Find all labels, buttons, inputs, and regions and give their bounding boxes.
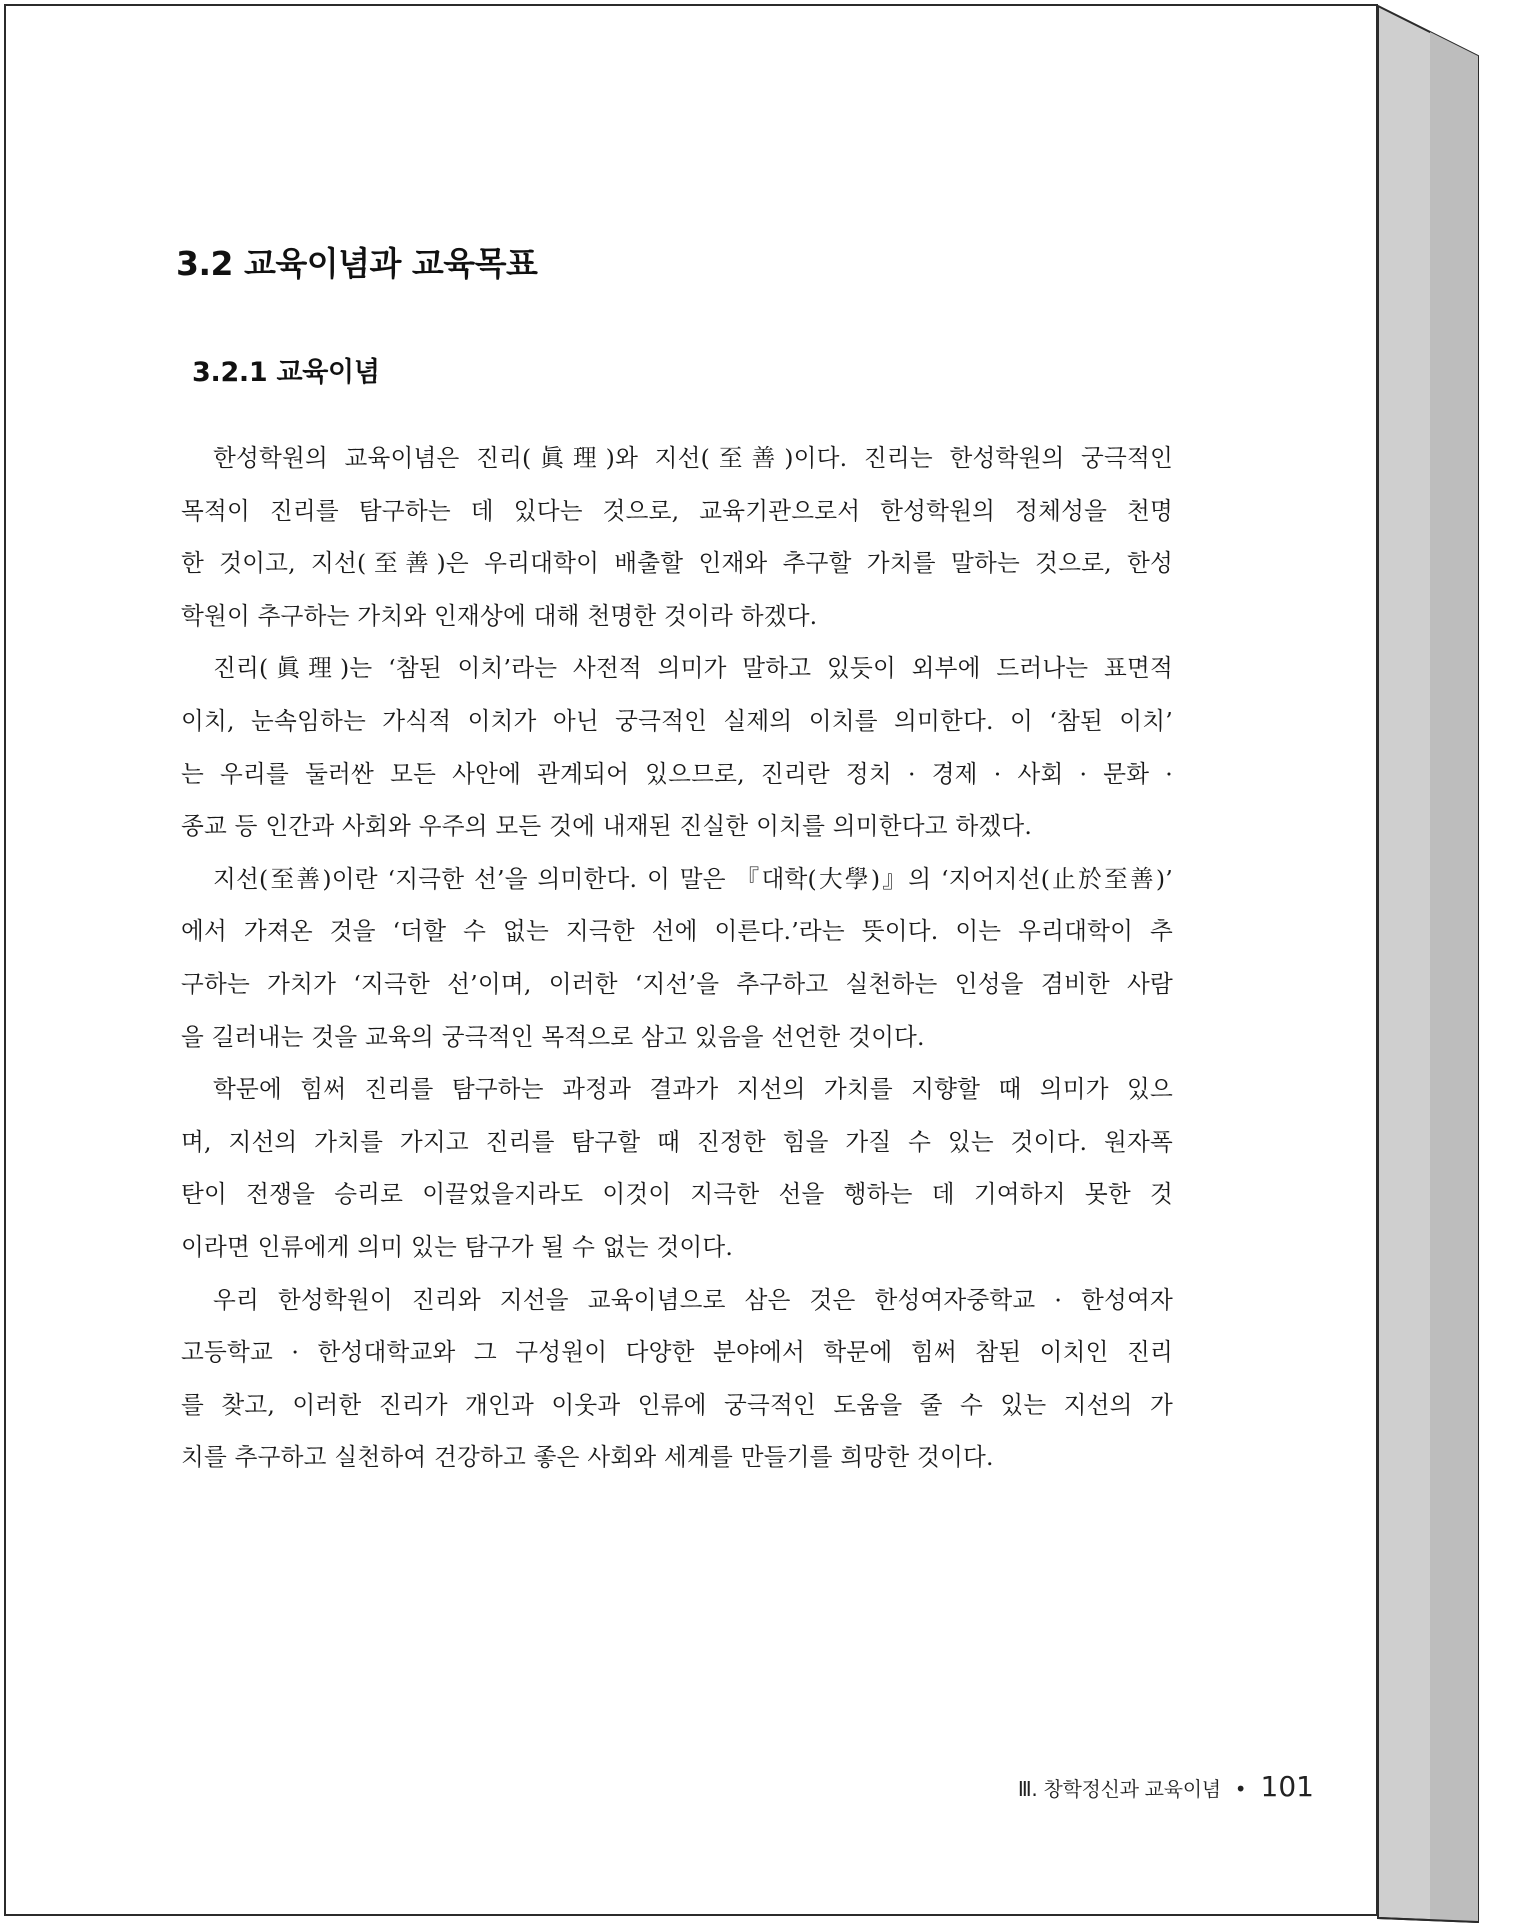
text-line: 는 우리를 둘러싼 모든 사안에 관계되어 있으므로, 진리란 정치 · 경제 · 사회 · 문화 · xyxy=(181,759,1173,788)
text-line: 치를 추구하고 실천하여 건강하고 좋은 사회와 세계를 만들기를 희망한 것이다. xyxy=(181,1443,994,1472)
paragraph-1 xyxy=(181,432,1173,642)
page-footer xyxy=(1018,1770,1314,1803)
text-line: 이라면 인류에게 의미 있는 탐구가 될 수 없는 것이다. xyxy=(181,1232,734,1261)
text-line: 학문에 힘써 진리를 탐구하는 과정과 결과가 지선의 가치를 지향할 때 의미가 있으 xyxy=(213,1075,1173,1104)
text-line: 탄이 전쟁을 승리로 이끌었을지라도 이것이 지극한 선을 행하는 데 기여하지 못한 것 xyxy=(181,1180,1173,1209)
page-number: 101 xyxy=(1260,1770,1314,1803)
text-line: 를 찾고, 이러한 진리가 개인과 이웃과 인류에 궁극적인 도움을 줄 수 있는 지선의 가 xyxy=(181,1390,1173,1419)
text-line: 종교 등 인간과 사회와 우주의 모든 것에 내재된 진실한 이치를 의미한다고 하겠다. xyxy=(181,812,1033,841)
text-line: 한 것이고, 지선(至善)은 우리대학이 배출할 인재와 추구할 가치를 말하는 것으로, 한성 xyxy=(181,549,1173,578)
book-side-shadow xyxy=(1430,32,1478,1922)
paragraph-3 xyxy=(181,853,1173,1063)
text-line: 진리(眞理)는 ‘참된 이치’라는 사전적 의미가 말하고 있듯이 외부에 드러나는 표면적 xyxy=(213,654,1173,683)
text-line: 에서 가져온 것을 ‘더할 수 없는 지극한 선에 이른다.’라는 뜻이다. 이는 우리대학이 추 xyxy=(181,917,1173,946)
text-line: 을 길러내는 것을 교육의 궁극적인 목적으로 삼고 있음을 선언한 것이다. xyxy=(181,1022,925,1051)
text-line: 한성학원의 교육이념은 진리(眞理)와 지선(至善)이다. 진리는 한성학원의 궁극적인 xyxy=(213,444,1173,472)
text-line: 우리 한성학원이 진리와 지선을 교육이념으로 삼은 것은 한성여자중학교 · 한성여자 xyxy=(213,1285,1173,1314)
text-line: 학원이 추구하는 가치와 인재상에 대해 천명한 것이라 하겠다. xyxy=(181,601,818,630)
section-title: 3.2 교육이념과 교육목표 xyxy=(176,244,538,283)
footer-chapter-title: Ⅲ. 창학정신과 교육이념 xyxy=(1017,1777,1221,1801)
footer-bullet: • xyxy=(1234,1777,1247,1801)
text-line: 구하는 가치가 ‘지극한 선’이며, 이러한 ‘지선’을 추구하고 실천하는 인성을 겸비한 사람 xyxy=(181,969,1173,998)
text-line: 목적이 진리를 탐구하는 데 있다는 것으로, 교육기관으로서 한성학원의 정체성을 천명 xyxy=(181,496,1173,525)
paragraph-5 xyxy=(181,1274,1173,1484)
text-line: 이치, 눈속임하는 가식적 이치가 아닌 궁극적인 실제의 이치를 의미한다. 이 ‘참된 이치’ xyxy=(181,706,1173,735)
paragraph-2 xyxy=(181,642,1173,852)
text-line: 고등학교 · 한성대학교와 그 구성원이 다양한 분야에서 학문에 힘써 참된 이치인 진리 xyxy=(181,1338,1173,1367)
text-line: 며, 지선의 가치를 가지고 진리를 탐구할 때 진정한 힘을 가질 수 있는 것이다. 원자폭 xyxy=(181,1127,1173,1156)
body-text xyxy=(181,432,1173,1484)
subsection-title: 3.2.1 교육이념 xyxy=(192,357,380,388)
paragraph-4 xyxy=(181,1063,1173,1273)
text-line: 지선(至善)이란 ‘지극한 선’을 의미한다. 이 말은 『대학(大學)』의 ‘지어지선(止於至善)’ xyxy=(213,864,1173,893)
